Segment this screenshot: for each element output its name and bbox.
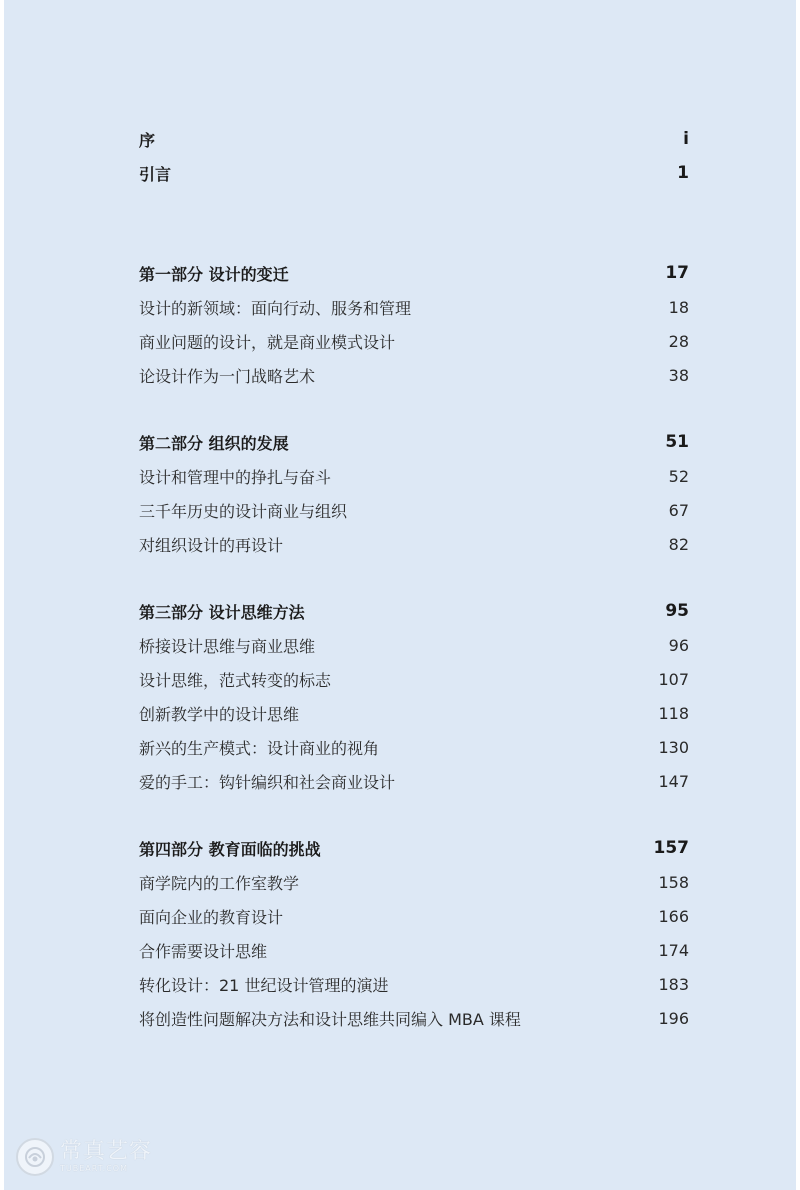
toc-chapter-page: 147 (658, 771, 689, 791)
toc-part-title: 第一部分 设计的变迁 (139, 264, 289, 284)
toc-chapter-title: 论设计作为一门战略艺术 (139, 366, 316, 386)
toc-entry-page: i (683, 129, 689, 149)
spacer (139, 561, 689, 594)
toc-part-page: 51 (665, 432, 689, 452)
toc-part-title: 第二部分 组织的发展 (139, 433, 289, 453)
spacer (139, 392, 689, 425)
toc-chapter-title: 将创造性问题解决方法和设计思维共同编入 MBA 课程 (139, 1009, 521, 1029)
toc-chapter-page: 118 (658, 703, 689, 723)
toc-chapter-page: 38 (668, 365, 689, 385)
spacer (139, 798, 689, 831)
toc-entry-introduction[interactable] (139, 156, 689, 190)
toc-chapter[interactable] (139, 933, 689, 967)
camera-lens-icon (16, 1138, 54, 1176)
toc-entry-page: 1 (677, 163, 689, 183)
toc-chapter-page: 183 (658, 974, 689, 994)
toc-part-page: 157 (653, 838, 689, 858)
watermark-main-text: 常真艺容 (60, 1139, 153, 1164)
toc-entry-preface[interactable] (139, 122, 689, 156)
toc-chapter[interactable] (139, 764, 689, 798)
toc-chapter-title: 三千年历史的设计商业与组织 (139, 501, 348, 521)
toc-chapter-page: 82 (668, 534, 689, 554)
toc-chapter-title: 新兴的生产模式：设计商业的视角 (139, 738, 380, 758)
toc-chapter-page: 107 (658, 669, 689, 689)
toc-chapter[interactable] (139, 865, 689, 899)
spacer (139, 190, 689, 256)
toc-chapter[interactable] (139, 493, 689, 527)
toc-part-heading[interactable] (139, 425, 689, 459)
toc-chapter-page: 28 (668, 331, 689, 351)
toc-chapter-title: 对组织设计的再设计 (139, 535, 284, 555)
toc-chapter-title: 商学院内的工作室教学 (139, 873, 300, 893)
toc-chapter-title: 设计的新领域：面向行动、服务和管理 (139, 298, 412, 318)
toc-chapter[interactable] (139, 696, 689, 730)
toc-chapter-title: 面向企业的教育设计 (139, 907, 284, 927)
toc-chapter[interactable] (139, 290, 689, 324)
toc-part-heading[interactable] (139, 831, 689, 865)
toc-part-heading[interactable] (139, 256, 689, 290)
toc-chapter-page: 158 (658, 872, 689, 892)
toc-chapter[interactable] (139, 662, 689, 696)
watermark-logo (16, 1138, 152, 1176)
table-of-contents (139, 122, 689, 1035)
toc-chapter-title: 爱的手工：钩针编织和社会商业设计 (139, 772, 396, 792)
toc-chapter-title: 转化设计：21 世纪设计管理的演进 (139, 975, 389, 995)
toc-chapter-page: 67 (668, 500, 689, 520)
watermark-text (60, 1141, 152, 1173)
toc-chapter[interactable] (139, 628, 689, 662)
toc-chapter[interactable] (139, 459, 689, 493)
toc-part-page: 17 (665, 263, 689, 283)
toc-chapter-page: 130 (658, 737, 689, 757)
toc-chapter[interactable] (139, 967, 689, 1001)
toc-part-heading[interactable] (139, 594, 689, 628)
toc-entry-title: 序 (139, 130, 156, 150)
toc-chapter-title: 创新教学中的设计思维 (139, 704, 300, 724)
toc-chapter-title: 桥接设计思维与商业思维 (139, 636, 316, 656)
toc-chapter-title: 合作需要设计思维 (139, 941, 268, 961)
toc-chapter-title: 商业问题的设计，就是商业模式设计 (139, 332, 396, 352)
toc-chapter-title: 设计和管理中的挣扎与奋斗 (139, 467, 332, 487)
toc-entry-title: 引言 (139, 164, 172, 184)
toc-chapter-page: 18 (668, 297, 689, 317)
toc-chapter-page: 196 (658, 1008, 689, 1028)
toc-chapter[interactable] (139, 527, 689, 561)
toc-chapter-page: 174 (658, 940, 689, 960)
toc-chapter[interactable] (139, 899, 689, 933)
toc-chapter[interactable] (139, 358, 689, 392)
toc-chapter[interactable] (139, 730, 689, 764)
toc-chapter-title: 设计思维，范式转变的标志 (139, 670, 332, 690)
toc-chapter-page: 166 (658, 906, 689, 926)
toc-chapter[interactable] (139, 324, 689, 358)
toc-chapter-page: 52 (668, 466, 689, 486)
toc-part-page: 95 (665, 601, 689, 621)
watermark-sub-text: TUBEART.COM (60, 1164, 128, 1173)
toc-part-title: 第四部分 教育面临的挑战 (139, 839, 321, 859)
toc-part-title: 第三部分 设计思维方法 (139, 602, 305, 622)
toc-chapter-page: 96 (668, 635, 689, 655)
book-page (4, 0, 796, 1190)
toc-chapter[interactable] (139, 1001, 689, 1035)
